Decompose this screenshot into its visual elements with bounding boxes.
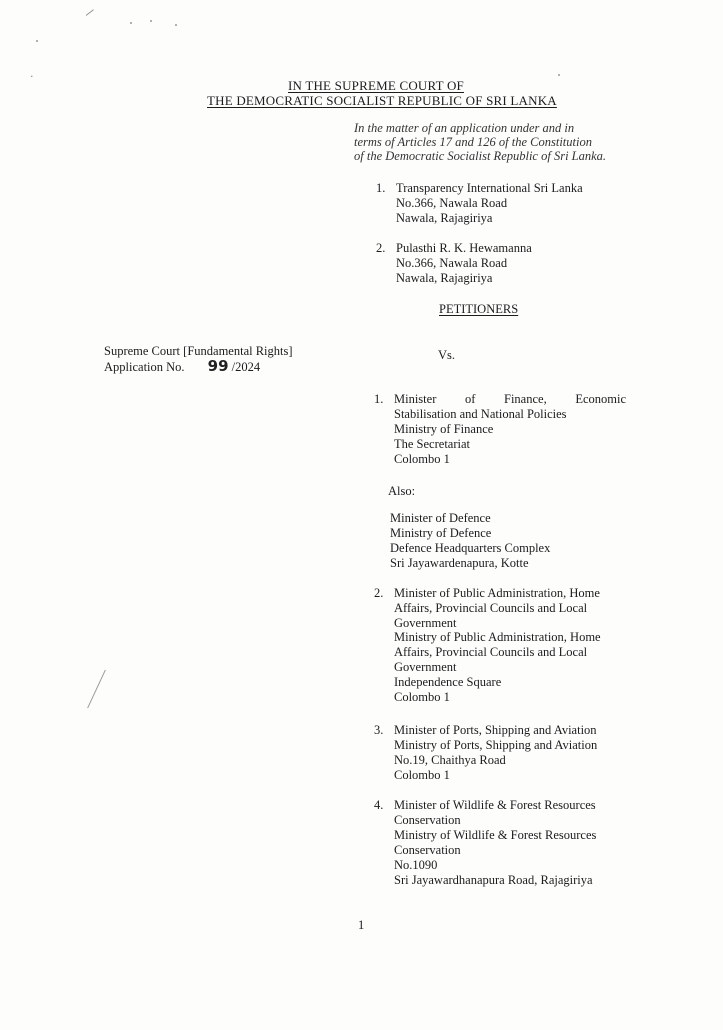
word: Minister (394, 392, 437, 406)
page-number: 1 (358, 918, 365, 932)
preamble-line: of the Democratic Socialist Republic of Sri Lanka. (354, 149, 607, 163)
respondent-line: The Secretariat (394, 437, 470, 451)
word: Economic (575, 392, 626, 406)
word: Finance, (504, 392, 547, 406)
respondent-line: No.19, Chaithya Road (394, 753, 506, 767)
respondent-line: Stabilisation and National Policies (394, 407, 567, 421)
respondent-1-also (390, 511, 550, 571)
respondent-line: Colombo 1 (394, 452, 450, 466)
respondent-1 (374, 392, 626, 467)
respondent-line: Defence Headquarters Complex (390, 541, 551, 555)
respondent-line: Government (394, 659, 457, 674)
also-label: Also: (388, 484, 416, 498)
respondent-number: 1. (374, 392, 384, 406)
respondent-line: Independence Square (394, 674, 502, 689)
respondent-line: Minister of Wildlife & Forest Resources (394, 798, 596, 812)
petitioner-1 (376, 181, 583, 226)
respondent-line: Ministry of Public Administration, Home (394, 630, 601, 645)
respondent-line: Minister of Ports, Shipping and Aviation (394, 723, 597, 737)
scan-artifact-mark: · (30, 70, 34, 83)
case-reference (104, 344, 293, 375)
petitioner-address: No.366, Nawala Road (396, 196, 508, 210)
respondent-line: Sri Jayawardenapura, Kotte (390, 556, 529, 570)
respondent-line: Ministry of Ports, Shipping and Aviation (394, 738, 598, 752)
preamble (354, 121, 606, 163)
respondent-line: Minister of Public Administration, Home (394, 586, 600, 600)
scan-speck (175, 24, 177, 26)
word: of (464, 392, 476, 406)
petitioner-name: Pulasthi R. K. Hewamanna (396, 241, 532, 255)
respondent-line: Affairs, Provincial Councils and Local (394, 600, 588, 615)
petitioner-address: No.366, Nawala Road (396, 256, 508, 270)
respondent-line: Conservation (394, 813, 461, 827)
scan-line (87, 670, 106, 708)
respondent-line: Affairs, Provincial Councils and Local (394, 645, 588, 660)
versus: Vs. (438, 348, 456, 362)
respondent-4 (374, 798, 596, 888)
respondent-line: Colombo 1 (394, 768, 450, 782)
respondent-3 (374, 723, 597, 783)
respondent-line: Sri Jayawardhanapura Road, Rajagiriya (394, 873, 593, 887)
scan-speck (36, 40, 38, 42)
case-court-line: Supreme Court [Fundamental Rights] (104, 344, 293, 358)
respondent-line: Minister of Defence (390, 511, 491, 525)
respondent-line: Colombo 1 (394, 689, 450, 704)
court-title-line1: IN THE SUPREME COURT OF (288, 78, 464, 93)
respondent-line: Government (394, 615, 457, 630)
case-handwritten-number: 99 (207, 357, 229, 375)
petitioner-name: Transparency International Sri Lanka (396, 181, 583, 195)
respondent-line: Conservation (394, 843, 461, 857)
petitioner-2 (376, 241, 532, 286)
respondent-line: Ministry of Wildlife & Forest Resources (394, 828, 597, 842)
respondent-first-line (394, 392, 626, 407)
scan-artifact-mark: \ (83, 8, 97, 17)
petitioners-label: PETITIONERS (439, 302, 519, 316)
petitioner-number: 1. (376, 181, 386, 195)
court-title-line2: THE DEMOCRATIC SOCIALIST REPUBLIC OF SRI LANKA (207, 93, 557, 108)
respondent-number: 3. (374, 723, 384, 737)
preamble-line: terms of Articles 17 and 126 of the Constitution (354, 135, 592, 149)
scan-speck (558, 74, 560, 76)
petitioner-address: Nawala, Rajagiriya (396, 211, 493, 225)
case-year: /2024 (231, 360, 261, 374)
scan-speck (150, 20, 152, 22)
scan-speck (130, 22, 132, 24)
petitioner-number: 2. (376, 241, 386, 255)
respondent-2 (374, 586, 601, 704)
petitioner-address: Nawala, Rajagiriya (396, 271, 493, 285)
preamble-line: In the matter of an application under and in (354, 121, 575, 135)
respondent-number: 2. (374, 586, 384, 600)
respondent-line: No.1090 (394, 858, 438, 872)
respondent-number: 4. (374, 798, 384, 812)
respondent-line: Ministry of Finance (394, 422, 494, 436)
respondent-line: Ministry of Defence (390, 526, 492, 540)
case-application-label: Application No. (104, 360, 185, 374)
